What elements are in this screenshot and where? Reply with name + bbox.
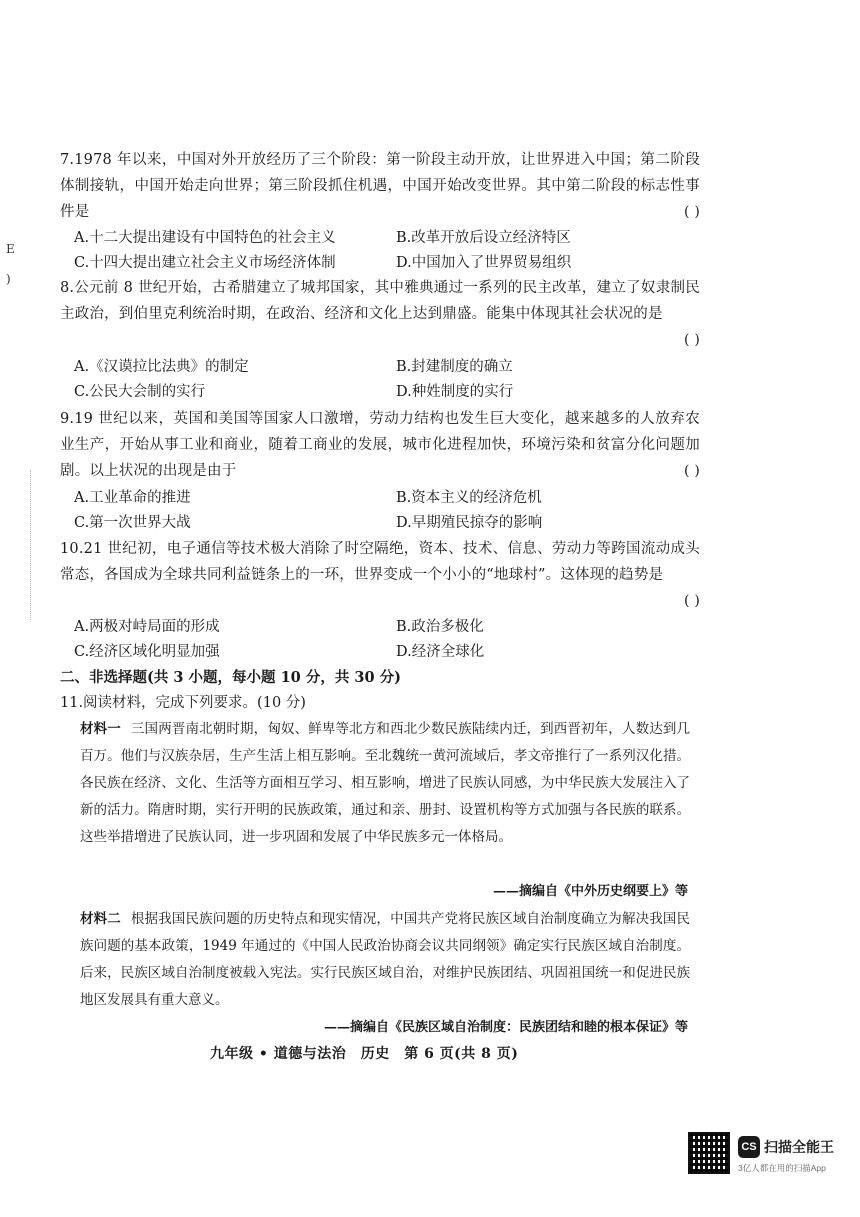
material-one <box>80 716 690 851</box>
option-c: C.十四大提出建立社会主义市场经济体制 <box>74 255 336 271</box>
option-d: D.早期殖民掠夺的影响 <box>396 515 543 531</box>
option-d: D.经济全球化 <box>396 644 485 660</box>
qr-code-icon <box>688 1132 730 1174</box>
option-b: B.资本主义的经济危机 <box>396 490 542 506</box>
question-11-title: 11.阅读材料，完成下列要求。(10 分) <box>60 695 306 711</box>
question-stem: 10.21 世纪初，电子通信等技术极大消除了时空隔绝，资本、技术、信息、劳动力等跨国流动成头常态，各国成为全球共同利益链条上的一环，世界变成一个小小的“地球村”。这体现的趋势是 <box>60 541 700 583</box>
option-c: C.公民大会制的实行 <box>74 384 206 400</box>
watermark-tagline: 3亿人都在用的扫描App <box>738 1163 826 1173</box>
option-a: A.工业革命的推进 <box>74 490 191 506</box>
binding-dotted-line <box>30 470 31 620</box>
question-7-options <box>74 226 694 276</box>
question-stem: 7.1978 年以来，中国对外开放经历了三个阶段：第一阶段主动开放，让世界进入中国；第二阶段体制接轨，中国开始走向世界；第三阶段抓住机遇，中国开始改变世界。其中第二阶段的标志性事件是 <box>60 152 700 220</box>
option-c: C.经济区域化明显加强 <box>74 644 220 660</box>
scanner-watermark <box>688 1132 854 1184</box>
question-9-options <box>74 486 694 536</box>
answer-bracket: ( ) <box>684 332 700 348</box>
option-b: B.封建制度的确立 <box>396 359 513 375</box>
option-b: B.政治多极化 <box>396 619 484 635</box>
question-10-options <box>74 615 694 665</box>
option-b: B.改革开放后设立经济特区 <box>396 230 571 246</box>
margin-mark: E <box>6 242 15 256</box>
material-text: 根据我国民族问题的历史特点和现实情况，中国共产党将民族区域自治制度确立为解决我国民族问题的基本政策，1949 年通过的《中国人民政治协商会议共同纲领》确定实行民族区域自治制度。后来，民族区域自治制度被载入宪法。实行民族区域自治，对维护民族团结、巩固祖国统一和促进民族地区发展具有重大意义。 <box>80 911 691 1008</box>
question-9 <box>60 406 700 484</box>
option-a: A.两极对峙局面的形成 <box>74 619 220 635</box>
question-8-options <box>74 355 694 405</box>
option-c: C.第一次世界大战 <box>74 515 191 531</box>
question-10 <box>60 536 700 609</box>
margin-mark: ) <box>6 272 11 286</box>
option-d: D.种姓制度的实行 <box>396 384 514 400</box>
question-stem: 8.公元前 8 世纪开始，古希腊建立了城邦国家，其中雅典通过一系列的民主改革，建立了奴隶制民主政治，到伯里克利统治时期，在政治、经济和文化上达到鼎盛。能集中体现其社会状况的是 <box>60 280 700 322</box>
answer-bracket: ( ) <box>684 593 700 609</box>
answer-bracket: ( ) <box>684 204 700 220</box>
option-a: A.《汉谟拉比法典》的制定 <box>74 359 249 375</box>
option-d: D.中国加入了世界贸易组织 <box>396 255 572 271</box>
page-footer: 九年级 • 道德与法治 历史 第 6 页(共 8 页) <box>210 1046 519 1062</box>
question-stem: 9.19 世纪以来，英国和美国等国家人口激增，劳动力结构也发生巨大变化，越来越多的人放弃农业生产，开始从事工业和商业，随着工商业的发展，城市化进程加快，环境污染和贫富分化问题加剧。以上状况的出现是由于 <box>60 411 700 479</box>
section-heading: 二、非选择题(共 3 小题，每小题 10 分，共 30 分) <box>60 669 401 686</box>
option-a: A.十二大提出建设有中国特色的社会主义 <box>74 230 336 246</box>
material-source: ——摘编自《中外历史纲要上》等 <box>492 884 688 899</box>
camscanner-logo-icon: CS <box>738 1136 760 1158</box>
question-8 <box>60 275 700 348</box>
material-text: 三国两晋南北朝时期，匈奴、鲜卑等北方和西北少数民族陆续内迁，到西晋初年，人数达到几百万。他们与汉族杂居，生产生活上相互影响。至北魏统一黄河流域后，孝文帝推行了一系列汉化措。各民族在经济、文化、生活等方面相互学习、相互影响，增进了民族认同感，为中华民族大发展注入了新的活力。隋唐时期，实行开明的民族政策，通过和亲、册封、设置机构等方式加强与各民族的联系。这些举措增进了民族认同，进一步巩固和发展了中华民族多元一体格局。 <box>80 721 691 845</box>
question-7 <box>60 147 700 225</box>
material-two <box>80 906 690 1014</box>
watermark-app-name: 扫描全能王 <box>764 1139 834 1155</box>
material-label: 材料二 <box>80 911 121 927</box>
material-source: ——摘编自《民族区域自治制度：民族团结和睦的根本保证》等 <box>323 1020 688 1035</box>
material-label: 材料一 <box>80 721 121 737</box>
answer-bracket: ( ) <box>684 463 700 479</box>
